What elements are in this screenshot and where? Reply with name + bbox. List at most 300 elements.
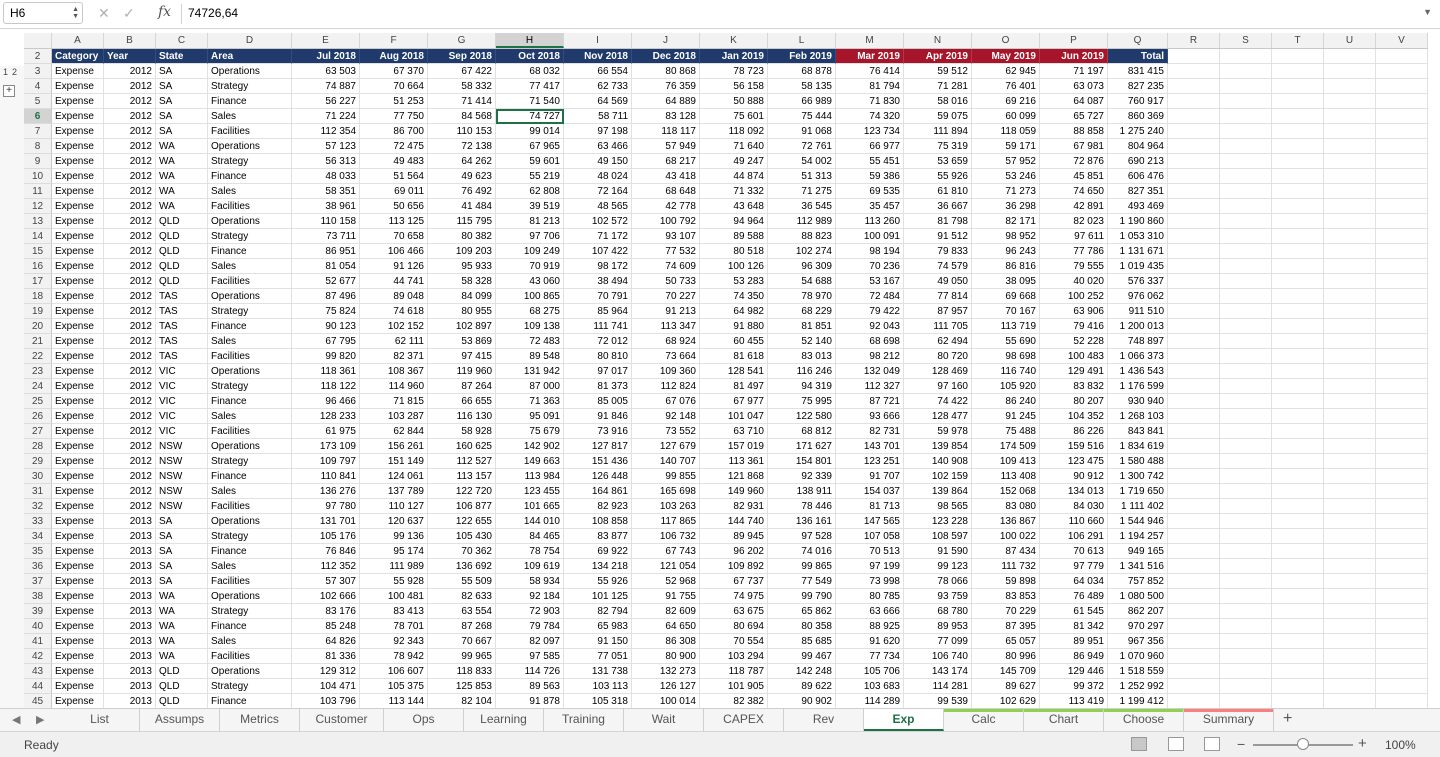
cell[interactable]: 49 247 [700,154,768,169]
cell[interactable]: Expense [52,409,104,424]
cell[interactable]: 59 171 [972,139,1040,154]
cell[interactable]: NSW [156,439,208,454]
cell[interactable]: WA [156,634,208,649]
cell[interactable] [1220,664,1272,679]
cell[interactable]: 102 152 [360,319,428,334]
cell[interactable]: 109 619 [496,559,564,574]
cell[interactable]: 68 275 [496,304,564,319]
cell[interactable] [1324,529,1376,544]
cell[interactable]: 113 157 [428,469,496,484]
cell[interactable]: 63 675 [700,604,768,619]
cell[interactable]: 156 261 [360,439,428,454]
cell[interactable] [1376,454,1428,469]
cell[interactable] [1272,244,1324,259]
cell[interactable]: 49 483 [360,154,428,169]
cell[interactable]: 64 087 [1040,94,1108,109]
cell[interactable]: Sales [208,109,292,124]
column-title[interactable]: Jul 2018 [292,49,360,64]
cell[interactable] [1376,589,1428,604]
cell[interactable]: 2012 [104,259,156,274]
cell[interactable] [1324,304,1376,319]
cell[interactable]: 1 190 860 [1108,214,1168,229]
cell[interactable]: Operations [208,64,292,79]
cell[interactable]: 2013 [104,589,156,604]
cell[interactable]: 97 779 [1040,559,1108,574]
cell[interactable] [1272,679,1324,694]
cell[interactable]: Expense [52,94,104,109]
cell[interactable]: 100 483 [1040,349,1108,364]
cell[interactable]: 86 700 [360,124,428,139]
cell[interactable] [1272,484,1324,499]
cell[interactable]: 66 977 [836,139,904,154]
cell[interactable]: 157 019 [700,439,768,454]
cell[interactable] [1324,394,1376,409]
cell[interactable]: 99 539 [904,694,972,708]
row-header[interactable]: 29 [24,454,52,469]
cell[interactable]: QLD [156,679,208,694]
cell[interactable]: 70 667 [428,634,496,649]
cell[interactable]: 134 013 [1040,484,1108,499]
cell[interactable]: 83 877 [564,529,632,544]
cell[interactable]: 87 000 [496,379,564,394]
cell[interactable]: 70 362 [428,544,496,559]
cell[interactable]: Expense [52,259,104,274]
cell[interactable]: 2013 [104,619,156,634]
cell[interactable]: SA [156,544,208,559]
cell[interactable] [1376,184,1428,199]
cell[interactable]: 1 518 559 [1108,664,1168,679]
cell[interactable]: 74 422 [904,394,972,409]
zoom-out-button[interactable]: − [1237,736,1246,752]
cell[interactable]: 82 023 [1040,214,1108,229]
cell[interactable]: 2013 [104,529,156,544]
cell[interactable]: 64 889 [632,94,700,109]
cell[interactable]: 145 709 [972,664,1040,679]
cell[interactable]: 131 701 [292,514,360,529]
cell[interactable] [1376,694,1428,708]
cell[interactable] [1168,559,1220,574]
cell[interactable]: Strategy [208,154,292,169]
row-header[interactable]: 26 [24,409,52,424]
cell[interactable] [1220,229,1272,244]
cell[interactable]: 70 167 [972,304,1040,319]
cell[interactable] [1376,49,1428,64]
cell[interactable]: 72 876 [1040,154,1108,169]
cell[interactable] [1168,184,1220,199]
cell[interactable]: 690 213 [1108,154,1168,169]
cell[interactable]: SA [156,109,208,124]
cell[interactable]: 81 618 [700,349,768,364]
row-header[interactable]: 13 [24,214,52,229]
cell[interactable] [1272,229,1324,244]
cell[interactable]: Expense [52,649,104,664]
cell[interactable]: 62 494 [904,334,972,349]
row-header[interactable]: 21 [24,334,52,349]
cell[interactable] [1376,424,1428,439]
cell[interactable]: 107 422 [564,244,632,259]
cell[interactable]: 2012 [104,289,156,304]
cell[interactable]: 99 014 [496,124,564,139]
cell[interactable]: 109 892 [700,559,768,574]
cell[interactable] [1272,424,1324,439]
cell[interactable] [1220,94,1272,109]
cell[interactable]: Expense [52,364,104,379]
cell[interactable]: 71 540 [496,94,564,109]
selected-cell[interactable]: 74 727 [496,109,564,124]
cell[interactable]: 81 497 [700,379,768,394]
cell[interactable] [1220,694,1272,708]
cell[interactable]: 89 951 [1040,634,1108,649]
cell[interactable] [1272,604,1324,619]
cell[interactable]: 171 627 [768,439,836,454]
cell[interactable] [1324,634,1376,649]
cell[interactable]: 1 053 310 [1108,229,1168,244]
cell[interactable]: 68 924 [632,334,700,349]
cell[interactable]: 126 127 [632,679,700,694]
cell[interactable]: 81 713 [836,499,904,514]
cell[interactable]: 68 648 [632,184,700,199]
cell[interactable] [1272,289,1324,304]
cell[interactable]: 113 361 [700,454,768,469]
cell[interactable]: 74 320 [836,109,904,124]
cell[interactable] [1376,394,1428,409]
cell[interactable]: QLD [156,259,208,274]
cell[interactable] [1168,544,1220,559]
cell[interactable]: 67 977 [700,394,768,409]
cell[interactable]: 82 731 [836,424,904,439]
cell[interactable]: 86 951 [292,244,360,259]
cell[interactable] [1168,649,1220,664]
cell[interactable]: 136 867 [972,514,1040,529]
cell[interactable]: 129 446 [1040,664,1108,679]
cell[interactable]: Sales [208,259,292,274]
cell[interactable] [1272,319,1324,334]
cell[interactable]: 576 337 [1108,274,1168,289]
sheet-tab-list[interactable] [60,709,140,731]
cell[interactable]: 102 274 [768,244,836,259]
column-header-r[interactable]: R [1168,33,1220,48]
cell[interactable] [1324,559,1376,574]
cell[interactable] [1272,544,1324,559]
sheet-tab-capex[interactable] [704,709,784,731]
cell[interactable]: 73 998 [836,574,904,589]
cell[interactable]: 69 922 [564,544,632,559]
cell[interactable]: 69 011 [360,184,428,199]
cell[interactable]: 164 861 [564,484,632,499]
cell[interactable]: 2012 [104,64,156,79]
normal-view-icon[interactable] [1131,737,1147,751]
cell[interactable]: 2012 [104,454,156,469]
cell[interactable]: QLD [156,664,208,679]
cell[interactable]: 105 375 [360,679,428,694]
cell[interactable]: 79 784 [496,619,564,634]
cell[interactable]: Expense [52,169,104,184]
cell[interactable] [1272,274,1324,289]
cell[interactable]: 66 989 [768,94,836,109]
cell[interactable]: 97 199 [836,559,904,574]
cell[interactable]: 2012 [104,304,156,319]
cell[interactable]: 81 373 [564,379,632,394]
cell[interactable]: 99 136 [360,529,428,544]
cell[interactable]: 109 413 [972,454,1040,469]
cell[interactable]: 1 544 946 [1108,514,1168,529]
cell[interactable]: 831 415 [1108,64,1168,79]
cell[interactable]: 1 019 435 [1108,259,1168,274]
cell[interactable]: 827 235 [1108,79,1168,94]
row-header[interactable]: 6 [24,109,52,124]
cell[interactable]: 67 737 [700,574,768,589]
cell[interactable]: 89 627 [972,679,1040,694]
column-header-t[interactable]: T [1272,33,1324,48]
name-box-stepper-icon[interactable]: ▲ ▼ [72,6,79,20]
cell[interactable] [1220,49,1272,64]
cell[interactable]: 102 629 [972,694,1040,708]
cell[interactable] [1220,109,1272,124]
cell[interactable]: 139 864 [904,484,972,499]
cell[interactable]: 80 810 [564,349,632,364]
cell[interactable]: 2012 [104,274,156,289]
cell[interactable]: 110 841 [292,469,360,484]
cell[interactable]: 136 692 [428,559,496,574]
cell[interactable]: 92 148 [632,409,700,424]
cell[interactable]: 73 664 [632,349,700,364]
cell[interactable]: 112 354 [292,124,360,139]
cell[interactable]: 67 370 [360,64,428,79]
cell[interactable]: TAS [156,349,208,364]
cell[interactable]: 78 723 [700,64,768,79]
cell[interactable]: 48 033 [292,169,360,184]
cell[interactable]: 125 853 [428,679,496,694]
cell[interactable]: 36 298 [972,199,1040,214]
cell[interactable]: 2012 [104,124,156,139]
cell[interactable]: 68 229 [768,304,836,319]
cell[interactable]: 69 668 [972,289,1040,304]
row-header[interactable]: 43 [24,664,52,679]
row-header[interactable]: 3 [24,64,52,79]
cell[interactable] [1324,424,1376,439]
cell[interactable]: 116 246 [768,364,836,379]
cell[interactable]: 54 688 [768,274,836,289]
cell[interactable] [1220,679,1272,694]
cell[interactable]: 70 227 [632,289,700,304]
cell[interactable] [1168,514,1220,529]
cell[interactable]: 58 016 [904,94,972,109]
cell[interactable]: 81 794 [836,79,904,94]
cell[interactable]: 67 422 [428,64,496,79]
cell[interactable]: 52 677 [292,274,360,289]
cell[interactable]: 113 984 [496,469,564,484]
cell[interactable]: 58 711 [564,109,632,124]
cell[interactable]: 63 710 [700,424,768,439]
cell[interactable] [1220,544,1272,559]
column-header-o[interactable]: O [972,33,1040,48]
cell[interactable]: 58 135 [768,79,836,94]
cell[interactable]: 91 213 [632,304,700,319]
row-header[interactable]: 30 [24,469,52,484]
cell[interactable]: 49 623 [428,169,496,184]
cell[interactable] [1272,589,1324,604]
cell[interactable]: 59 601 [496,154,564,169]
cell[interactable]: 38 494 [564,274,632,289]
cell[interactable] [1168,154,1220,169]
cell[interactable]: 38 961 [292,199,360,214]
column-header-u[interactable]: U [1324,33,1376,48]
column-header-j[interactable]: J [632,33,700,48]
sheet-tab-metrics[interactable] [220,709,300,731]
cell[interactable]: 100 481 [360,589,428,604]
column-title[interactable]: Total [1108,49,1168,64]
cell[interactable]: 118 833 [428,664,496,679]
cell[interactable]: 65 983 [564,619,632,634]
cell[interactable]: 62 111 [360,334,428,349]
cell[interactable]: 96 243 [972,244,1040,259]
cell[interactable]: 118 361 [292,364,360,379]
cell[interactable] [1220,409,1272,424]
cell[interactable]: 748 897 [1108,334,1168,349]
cell[interactable] [1220,394,1272,409]
cell[interactable]: Expense [52,244,104,259]
cell[interactable]: 55 928 [360,574,428,589]
cell[interactable]: 70 613 [1040,544,1108,559]
cell[interactable]: 105 176 [292,529,360,544]
cell[interactable]: SA [156,574,208,589]
cell[interactable]: 53 167 [836,274,904,289]
cell[interactable] [1168,334,1220,349]
cell[interactable] [1376,229,1428,244]
column-header-c[interactable]: C [156,33,208,48]
cell[interactable]: 87 264 [428,379,496,394]
cell[interactable]: 74 650 [1040,184,1108,199]
cell[interactable] [1376,319,1428,334]
cell[interactable]: 100 252 [1040,289,1108,304]
cell[interactable]: 66 554 [564,64,632,79]
column-header-f[interactable]: F [360,33,428,48]
cell[interactable]: 2012 [104,349,156,364]
cell[interactable]: 53 283 [700,274,768,289]
cell[interactable] [1220,364,1272,379]
cell[interactable]: 91 620 [836,634,904,649]
cell[interactable]: 64 982 [700,304,768,319]
cell[interactable]: Sales [208,184,292,199]
cell[interactable]: 50 733 [632,274,700,289]
cell[interactable] [1272,529,1324,544]
cell[interactable]: 42 891 [1040,199,1108,214]
cell[interactable] [1324,244,1376,259]
cell[interactable]: TAS [156,334,208,349]
cell[interactable] [1376,304,1428,319]
cell[interactable]: Expense [52,184,104,199]
cell[interactable]: 76 846 [292,544,360,559]
cell[interactable]: 65 862 [768,604,836,619]
cell[interactable] [1324,49,1376,64]
cell[interactable] [1168,94,1220,109]
cell[interactable]: 81 798 [904,214,972,229]
cell[interactable]: 2012 [104,244,156,259]
cell[interactable] [1220,499,1272,514]
cell[interactable]: NSW [156,469,208,484]
cell[interactable]: 1 199 412 [1108,694,1168,708]
cell[interactable]: Expense [52,469,104,484]
cell[interactable]: 109 138 [496,319,564,334]
column-title[interactable]: Sep 2018 [428,49,496,64]
cell[interactable]: VIC [156,409,208,424]
sheet-tab-wait[interactable] [624,709,704,731]
cell[interactable]: 87 496 [292,289,360,304]
cell[interactable]: 110 660 [1040,514,1108,529]
cell[interactable] [1220,244,1272,259]
cell[interactable]: Operations [208,289,292,304]
cell[interactable]: 57 952 [972,154,1040,169]
cell[interactable]: 71 197 [1040,64,1108,79]
cell[interactable]: 52 140 [768,334,836,349]
cell[interactable]: QLD [156,244,208,259]
cell[interactable]: 173 109 [292,439,360,454]
cell[interactable]: 118 059 [972,124,1040,139]
cell[interactable]: 112 327 [836,379,904,394]
cell[interactable]: 95 933 [428,259,496,274]
insert-function-icon[interactable]: fx [158,4,172,20]
cell[interactable]: 55 509 [428,574,496,589]
cell[interactable]: 144 740 [700,514,768,529]
cell[interactable] [1168,529,1220,544]
cell[interactable]: 159 516 [1040,439,1108,454]
cell[interactable]: 843 841 [1108,424,1168,439]
cell[interactable] [1220,469,1272,484]
cell[interactable]: 120 637 [360,514,428,529]
prev-sheet-icon[interactable]: ◀ [12,714,21,726]
row-header[interactable]: 18 [24,289,52,304]
cell[interactable] [1272,139,1324,154]
cell[interactable]: Expense [52,439,104,454]
cell[interactable]: 89 048 [360,289,428,304]
cell[interactable]: 109 360 [632,364,700,379]
expand-formula-icon[interactable]: ▼ [1423,7,1432,17]
row-header[interactable]: 31 [24,484,52,499]
cell[interactable]: 102 572 [564,214,632,229]
cell[interactable] [1168,574,1220,589]
cell[interactable]: 111 741 [564,319,632,334]
cell[interactable] [1220,169,1272,184]
column-header-m[interactable]: M [836,33,904,48]
cell[interactable]: 76 401 [972,79,1040,94]
cell[interactable] [1220,184,1272,199]
cell[interactable] [1220,439,1272,454]
cell[interactable] [1168,679,1220,694]
cell[interactable]: 144 010 [496,514,564,529]
cell[interactable]: VIC [156,424,208,439]
formula-input[interactable]: 74726,64 [188,6,239,20]
cell[interactable]: 82 923 [564,499,632,514]
cell[interactable]: 80 785 [836,589,904,604]
cell[interactable] [1324,439,1376,454]
cell[interactable]: 149 960 [700,484,768,499]
cell[interactable] [1168,634,1220,649]
cell[interactable]: 83 080 [972,499,1040,514]
cell[interactable]: 99 372 [1040,679,1108,694]
cell[interactable] [1272,694,1324,708]
cell[interactable] [1220,349,1272,364]
cell[interactable]: 99 467 [768,649,836,664]
sheet-tab-assumps[interactable] [140,709,220,731]
cell[interactable] [1324,589,1376,604]
row-header[interactable]: 24 [24,379,52,394]
cell[interactable]: 75 995 [768,394,836,409]
cell[interactable]: 63 554 [428,604,496,619]
cell[interactable]: 80 358 [768,619,836,634]
cell[interactable]: 111 732 [972,559,1040,574]
cell[interactable]: 151 149 [360,454,428,469]
cell[interactable]: 112 352 [292,559,360,574]
